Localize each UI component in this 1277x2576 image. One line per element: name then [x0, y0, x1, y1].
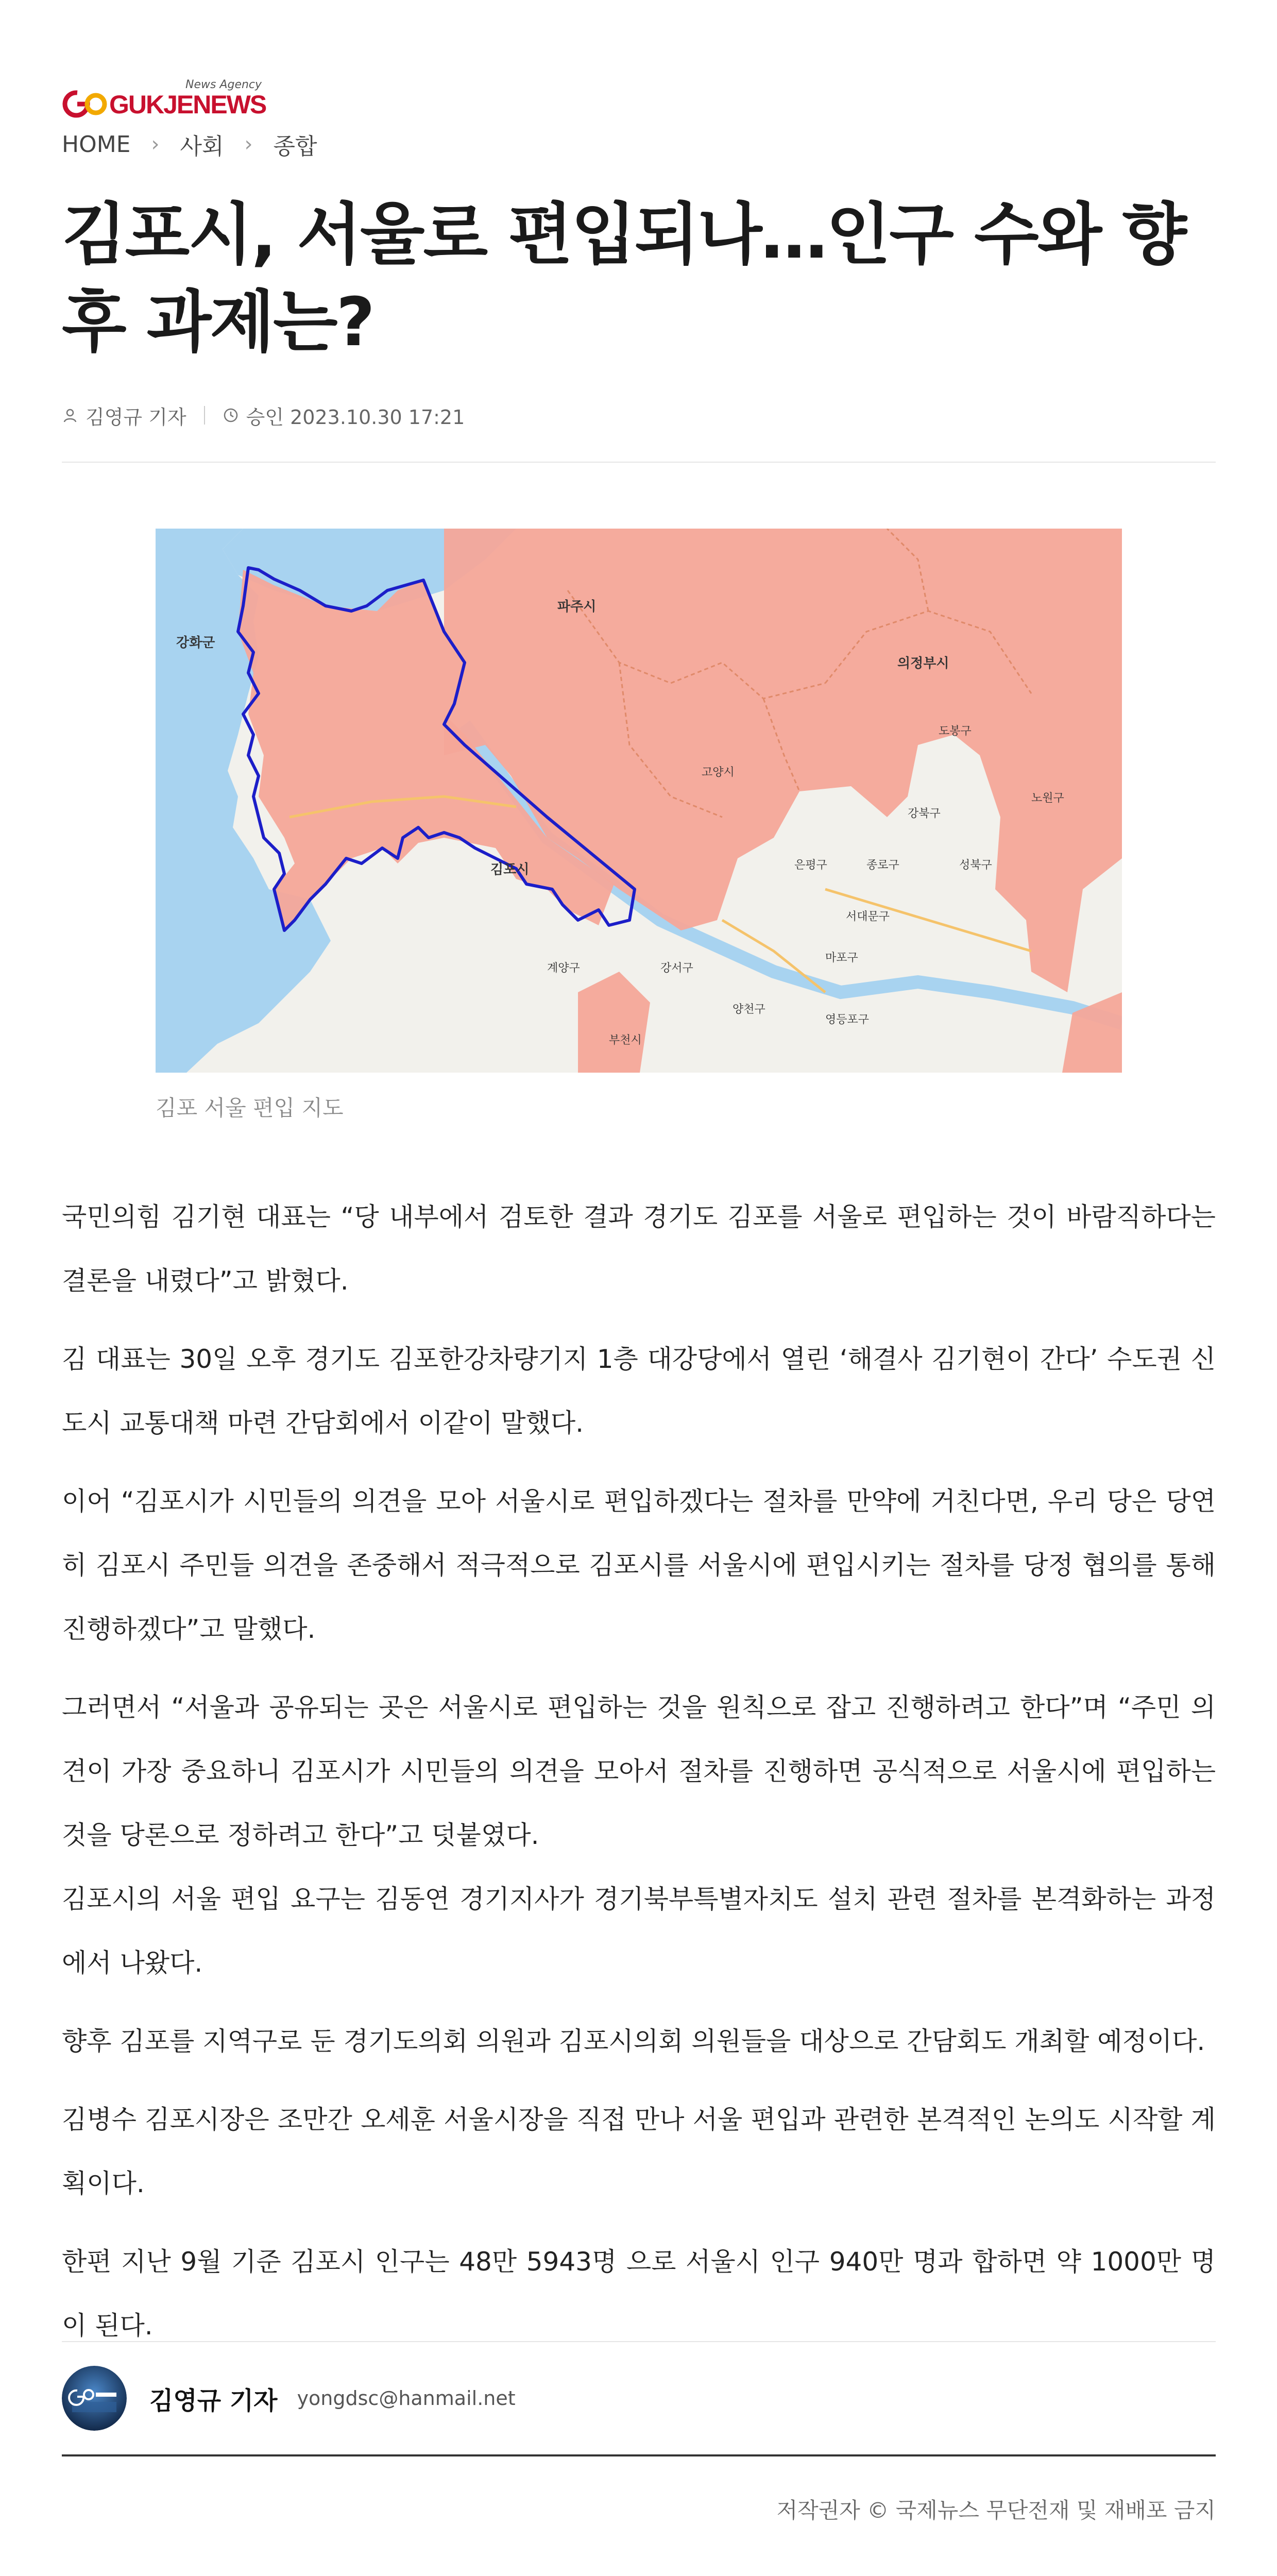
author-divider: [62, 2341, 1216, 2342]
article-meta: [62, 400, 465, 431]
map-label-seongbuk: 성북구: [959, 859, 992, 872]
map-svg: [156, 529, 1122, 1073]
logo-tagline: News Agency: [185, 78, 262, 91]
paragraph-2: 김 대표는 30일 오후 경기도 김포한강차량기지 1층 대강당에서 열린 ‘해결사 김기현이 간다’ 수도권 신도시 교통대책 마련 간담회에서 이같이 말했다.: [62, 1344, 1216, 1438]
map-label-jongno: 종로구: [866, 859, 899, 872]
avatar[interactable]: [62, 2366, 127, 2431]
map-label-gyeyang: 계양구: [547, 962, 580, 975]
map-label-yangcheon: 양천구: [733, 1003, 765, 1016]
header-divider: [62, 462, 1216, 463]
map-label-uijeongbu: 의정부시: [897, 656, 949, 671]
author-name[interactable]: 김영규 기자: [149, 2386, 278, 2415]
footer-divider: [62, 2454, 1216, 2456]
paragraph-5: 김포시의 서울 편입 요구는 김동연 경기지사가 경기북부특별자치도 설치 관련 절차를 본격화하는 과정에서 나왔다.: [62, 1884, 1216, 1978]
breadcrumb-society[interactable]: 사회: [180, 133, 224, 160]
avatar-image: [62, 2366, 127, 2431]
map-label-nowon: 노원구: [1031, 792, 1064, 805]
meta-divider: [204, 406, 205, 425]
paragraph-6: 향후 김포를 지역구로 둔 경기도의회 의원과 김포시의회 의원들을 대상으로 간담회도 개최할 예정이다.: [62, 2026, 1205, 2056]
chevron-right-icon: ›: [151, 132, 160, 156]
map-label-seodaemun: 서대문구: [846, 910, 890, 923]
map-label-ganghwa: 강화군: [176, 635, 215, 651]
map-label-gangbuk: 강북구: [908, 807, 941, 820]
article-title: 김포시, 서울로 편입되나…인구 수와 향후 과제는?: [62, 195, 1186, 361]
paragraph-8: 한편 지난 9월 기준 김포시 인구는 48만 5943명 으로 서울시 인구 940만 명과 합하면 약 1000만 명이 된다.: [62, 2247, 1216, 2341]
author-box: [62, 2365, 516, 2432]
chevron-right-icon: ›: [244, 132, 253, 156]
user-icon: [62, 407, 78, 423]
breadcrumb: [62, 128, 317, 161]
map-label-paju: 파주시: [557, 599, 597, 615]
image-caption: 김포 서울 편입 지도: [156, 1095, 344, 1121]
site-logo[interactable]: [62, 78, 288, 125]
map-label-goyang: 고양시: [702, 766, 735, 779]
author-email[interactable]: yongdsc@hanmail.net: [297, 2387, 516, 2410]
breadcrumb-home[interactable]: HOME: [62, 131, 131, 158]
approved-date: 승인 2023.10.30 17:21: [246, 405, 465, 429]
paragraph-4: 그러면서 “서울과 공유되는 곳은 서울시로 편입하는 것을 원칙으로 잡고 진행하려고 한다”며 “주민 의견이 가장 중요하니 김포시가 시민들의 의견을 모아서 절차를 진행하면 공식적으로 서울시에 편입하는 것을 당론으로 정하려고 한다”고 덧붙였다.: [62, 1692, 1216, 1850]
map-label-mapo: 마포구: [825, 952, 858, 964]
article-body: [62, 1185, 1216, 2358]
map-label-bucheon: 부천시: [609, 1034, 642, 1047]
author-byline[interactable]: 김영규 기자: [86, 405, 186, 429]
logo-text: GUKJENEWS: [109, 90, 266, 119]
map-label-gangseo: 강서구: [660, 962, 693, 975]
map-label-gimpo: 김포시: [490, 862, 530, 877]
paragraph-3: 이어 “김포시가 시민들의 의견을 모아 서울시로 편입하겠다는 절차를 만약에 거친다면, 우리 당은 당연히 김포시 주민들 의견을 존중해서 적극적으로 김포시를 서울시에 편입시키는 절차를 당정 협의를 통해 진행하겠다”고 말했다.: [62, 1486, 1216, 1644]
logo-mark-icon: [62, 89, 107, 120]
copyright-notice: 저작권자 © 국제뉴스 무단전재 및 재배포 금지: [776, 2498, 1216, 2523]
map-label-yeongdeungpo: 영등포구: [825, 1013, 870, 1026]
map-label-eunpyeong: 은평구: [794, 859, 827, 872]
map-label-dobong: 도봉구: [939, 725, 972, 738]
article-map-image[interactable]: [156, 529, 1122, 1073]
clock-icon: [223, 407, 239, 423]
breadcrumb-general[interactable]: 종합: [273, 133, 317, 160]
paragraph-1: 국민의힘 김기현 대표는 “당 내부에서 검토한 결과 경기도 김포를 서울로 편입하는 것이 바람직하다는 결론을 내렸다”고 밝혔다.: [62, 1202, 1216, 1296]
paragraph-7: 김병수 김포시장은 조만간 오세훈 서울시장을 직접 만나 서울 편입과 관련한 본격적인 논의도 시작할 계획이다.: [62, 2105, 1216, 2198]
